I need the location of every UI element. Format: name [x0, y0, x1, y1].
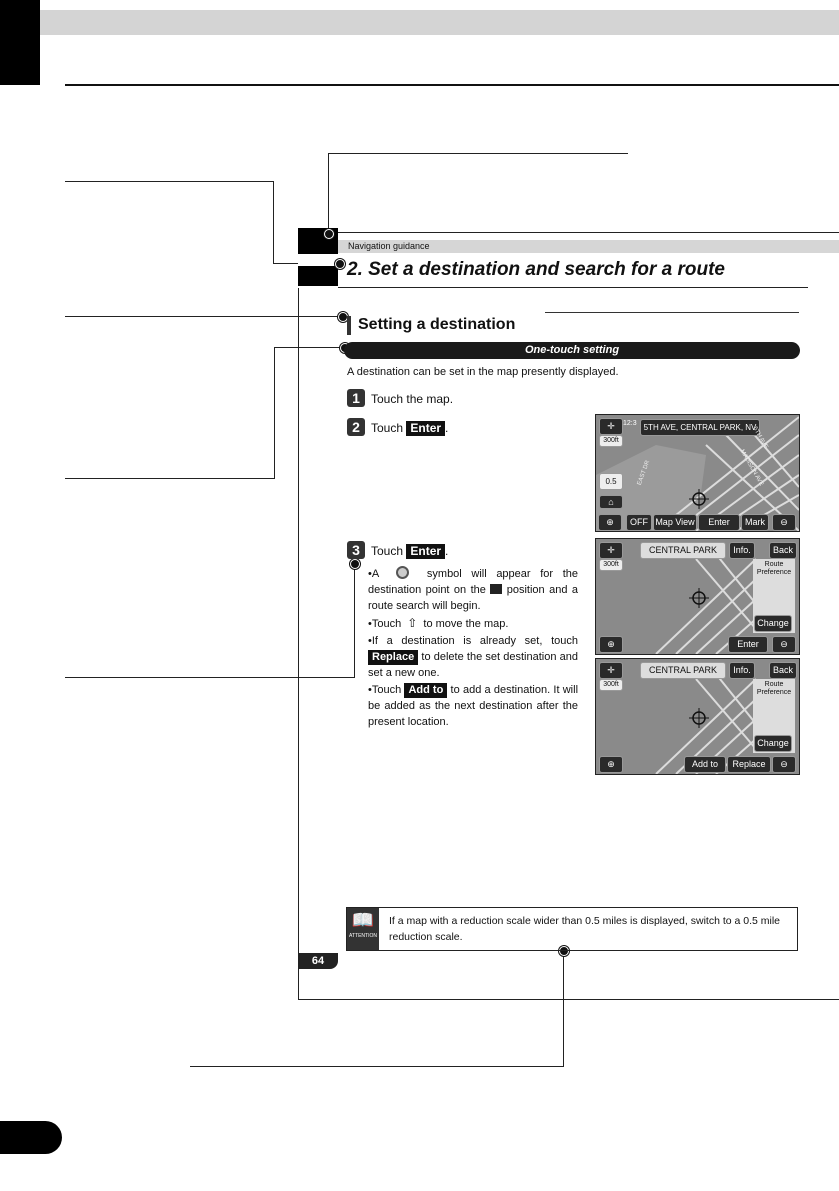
compass-button[interactable]: ✛ — [599, 662, 623, 679]
step-2 — [347, 418, 448, 437]
bullet-text: to add a destination. It will be added as the next destination after the present location. — [368, 684, 579, 728]
destination-symbol-icon — [396, 566, 409, 579]
bullet-item — [368, 682, 578, 730]
step-number: 3 — [347, 541, 365, 559]
subtitle-bar — [347, 316, 351, 335]
add-to-button[interactable]: Add to — [684, 756, 726, 773]
bullet-text: position and a route search will begin. — [368, 584, 578, 612]
page-title: 2. Set a destination and search for a route — [347, 259, 725, 280]
crosshair-icon — [490, 584, 502, 594]
band-label: One-touch setting — [524, 344, 620, 356]
clock: 12:3 — [623, 420, 637, 427]
callout-dot — [335, 259, 345, 269]
subtitle-rule — [545, 312, 799, 313]
step-number: 1 — [347, 389, 365, 407]
top-black-tab — [0, 0, 40, 85]
scale-indicator: 300ft — [599, 435, 623, 447]
section-header: Navigation guidance — [348, 241, 430, 251]
top-gray-band — [40, 10, 839, 35]
add-to-button[interactable]: Add to — [404, 683, 447, 698]
bullet-text: •Touch — [368, 618, 402, 630]
callout-dot — [350, 559, 360, 569]
info-button[interactable]: Info. — [729, 662, 755, 679]
step-text: . — [445, 421, 449, 435]
compass-button[interactable]: ✛ — [599, 542, 623, 559]
attention-text: If a map with a reduction scale wider than 0.5 miles is displayed, switch to a 0.5 mile reduction scale. — [389, 915, 781, 943]
replace-button[interactable]: Replace — [727, 756, 771, 773]
location-label: 5TH AVE, CENTRAL PARK, NV — [640, 419, 760, 436]
callout-line — [273, 181, 274, 264]
step-text: Touch the map. — [371, 392, 454, 406]
bullet-item — [368, 615, 578, 632]
replace-button[interactable]: Replace — [368, 650, 418, 665]
zoom-out-button[interactable]: ⊖ — [772, 636, 796, 653]
attention-box — [346, 907, 798, 951]
bullet-text: •If a destination is already set, touch — [368, 635, 578, 647]
callout-line — [563, 951, 564, 1067]
off-button[interactable]: OFF — [626, 514, 652, 531]
street-label: MADISON AVE — [738, 448, 765, 488]
enter-button[interactable]: Enter — [406, 421, 445, 436]
step-1 — [347, 389, 453, 408]
back-button[interactable]: Back — [769, 542, 797, 559]
nav-screen-3 — [595, 658, 800, 775]
nav-screen-2 — [595, 538, 800, 655]
zoom-in-button[interactable]: ⊕ — [598, 514, 622, 531]
bullet-text: to delete the set destination and set a new one. — [368, 651, 578, 679]
location-label: CENTRAL PARK — [640, 662, 726, 679]
mark-button[interactable]: Mark — [741, 514, 769, 531]
callout-line — [328, 153, 329, 235]
compass-button[interactable]: ✛ — [599, 418, 623, 435]
callout-line — [65, 677, 355, 678]
callout-line — [328, 153, 628, 154]
zoom-level: 0.5 — [599, 473, 623, 490]
frame-left — [298, 288, 299, 1000]
callout-line — [330, 232, 839, 233]
change-button[interactable]: Change — [754, 615, 792, 632]
book-icon: 📖 — [351, 910, 375, 930]
callout-line — [354, 563, 355, 678]
bullet-item — [368, 633, 578, 681]
page-number: 64 — [298, 953, 338, 969]
location-label: CENTRAL PARK — [640, 542, 726, 559]
bullet-text: •A — [368, 568, 379, 580]
street-label: 5TH AVE — [751, 426, 769, 450]
bottom-black-tab — [0, 1121, 62, 1154]
step-3 — [347, 541, 448, 560]
info-button[interactable]: Info. — [729, 542, 755, 559]
callout-line — [274, 347, 275, 478]
intro-text: A destination can be set in the map presently displayed. — [347, 366, 619, 378]
header-white-divider — [298, 254, 338, 266]
subtitle: Setting a destination — [358, 316, 516, 333]
nav-screen-1 — [595, 414, 800, 532]
zoom-in-button[interactable]: ⊕ — [599, 636, 623, 653]
bullet-text: to move the map. — [423, 618, 509, 630]
enter-button[interactable]: Enter — [728, 636, 768, 653]
scale-indicator: 300ft — [599, 679, 623, 691]
bullet-text: •Touch — [368, 684, 402, 696]
callout-line — [65, 478, 275, 479]
route-preference-label: Route Preference — [756, 681, 792, 696]
step-text: Touch — [371, 421, 407, 435]
bullet-item — [368, 566, 578, 614]
step-number: 2 — [347, 418, 365, 436]
enter-button[interactable]: Enter — [698, 514, 740, 531]
map-view-button[interactable]: Map View — [653, 514, 697, 531]
callout-line — [65, 181, 273, 182]
back-button[interactable]: Back — [769, 662, 797, 679]
title-rule — [338, 287, 808, 288]
route-preference-label: Route Preference — [756, 561, 792, 576]
callout-line — [65, 316, 345, 317]
street-label: EAST DR — [636, 459, 652, 487]
arrow-up-icon: ⇧ — [407, 616, 418, 630]
scale-indicator: 300ft — [599, 559, 623, 571]
attention-label: ATTENTION — [349, 933, 377, 939]
enter-button[interactable]: Enter — [406, 544, 445, 559]
callout-line — [190, 1066, 564, 1067]
attention-icon-box — [347, 908, 379, 950]
frame-bottom — [298, 999, 839, 1000]
bullet-text: symbol will appear for the destination point on the — [368, 568, 578, 596]
bullet-list — [368, 566, 578, 730]
zoom-out-button[interactable]: ⊖ — [772, 756, 796, 773]
zoom-out-button[interactable]: ⊖ — [772, 514, 796, 531]
gps-button[interactable]: ⌂ — [599, 495, 623, 509]
callout-line — [274, 347, 346, 348]
change-button[interactable]: Change — [754, 735, 792, 752]
step-text: . — [445, 544, 449, 558]
callout-dot — [324, 229, 334, 239]
top-rule — [65, 84, 839, 86]
zoom-in-button[interactable]: ⊕ — [599, 756, 623, 773]
step-text: Touch — [371, 544, 407, 558]
